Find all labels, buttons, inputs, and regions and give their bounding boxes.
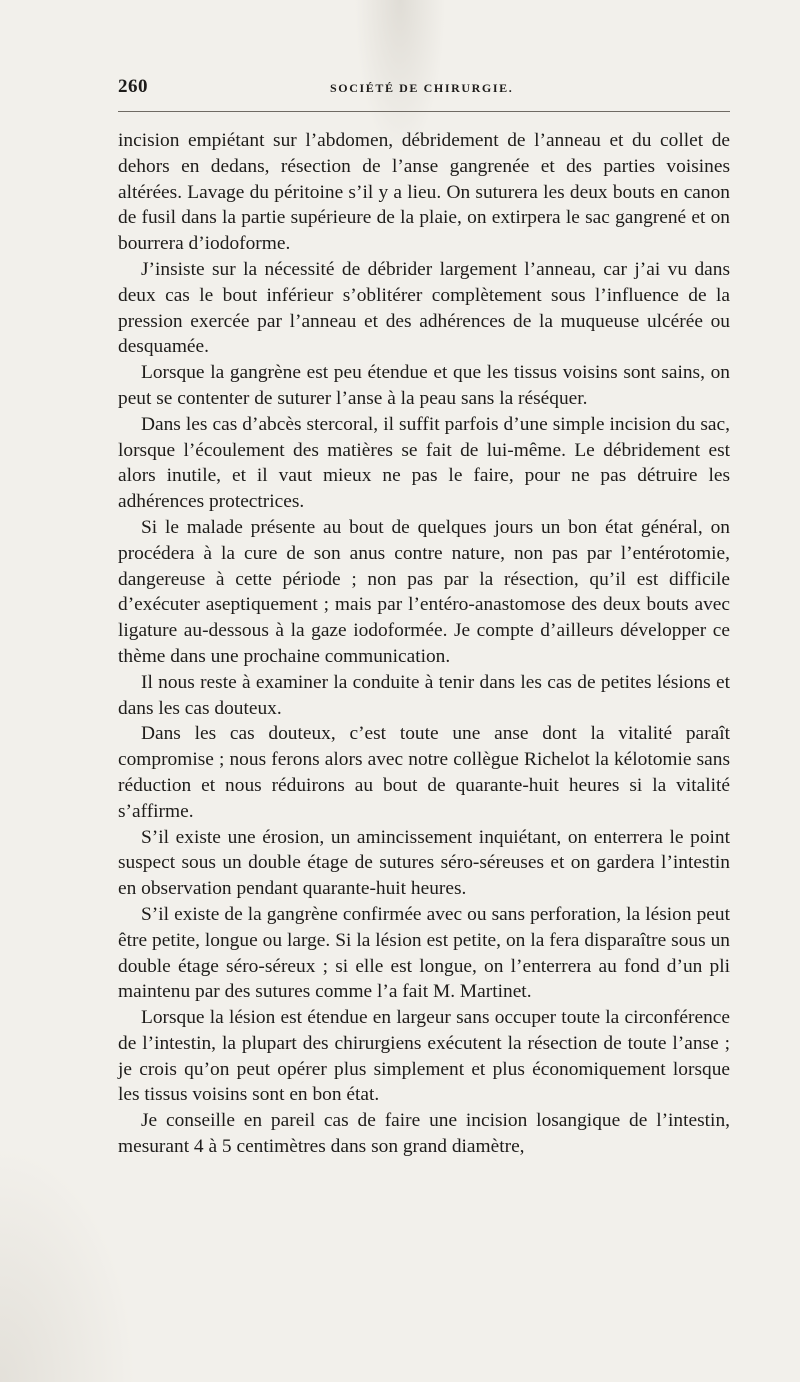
paragraph-3: Lorsque la gangrène est peu étendue et que les tissus voisins sont sains, on peut se contenter de suturer l’anse à la peau sans la réséquer. — [118, 362, 730, 409]
paragraph-9: S’il existe de la gangrène confirmée avec ou sans perforation, la lésion peut être petite, longue ou large. Si la lésion est petite, on la fera disparaître sous un double étage séro-séreux ; si elle est longue, on l’enterrera au fond d’un pli maintenu par des sutures comme l’a fait M. Martinet. — [118, 903, 730, 1003]
header-rule — [118, 111, 730, 112]
paragraph-11: Je conseille en pareil cas de faire une incision losangique de l’intestin, mesurant 4 à 5 centimètres dans son grand diamètre, — [118, 1110, 730, 1158]
page-number: 260 — [118, 76, 148, 97]
paragraph-8: S’il existe une érosion, un amincissement inquiétant, on enterrera le point suspect sous un double étage de sutures séro-séreuses et on gardera l’intestin en observation pendant quarante-huit heures. — [118, 826, 730, 900]
running-head: SOCIÉTÉ DE CHIRURGIE. — [330, 81, 514, 95]
page-header — [118, 76, 730, 100]
body-text — [118, 128, 730, 1160]
paragraph-7: Dans les cas douteux, c’est toute une anse dont la vitalité paraît compromise ; nous ferons alors avec notre collègue Richelot la kélotomie sans réduction et nous réduirons au bout de quarante-huit heures si la vitalité s’affirme. — [118, 723, 730, 822]
paragraph-1: incision empiétant sur l’abdomen, débridement de l’anneau et du collet de dehors en dedans, résection de l’anse gangrenée et des parties voisines altérées. Lavage du péritoine s’il y a lieu. On suturera les deux bouts en canon de fusil dans la partie supérieure de la plaie, on extirpera le sac gangrené et on bourrera d’iodoforme. — [118, 130, 730, 255]
paragraph-6: Il nous reste à examiner la conduite à tenir dans les cas de petites lésions et dans les cas douteux. — [118, 671, 730, 719]
paragraph-2: J’insiste sur la nécessité de débrider largement l’anneau, car j’ai vu dans deux cas le bout inférieur s’oblitérer complètement sous l’influence de la pression exercée par l’anneau et des adhérences de la muqueuse ulcérée ou desquamée. — [118, 258, 730, 358]
paragraph-4: Dans les cas d’abcès stercoral, il suffit parfois d’une simple incision du sac, lorsque l’écoulement des matières se fait de lui-même. Le débridement est alors inutile, et il vaut mieux ne pas le faire, pour ne pas détruire les adhérences protectrices. — [118, 413, 730, 513]
paragraph-10: Lorsque la lésion est étendue en largeur sans occuper toute la circonférence de l’intestin, la plupart des chirurgiens exécutent la résection de toute l’anse ; je crois qu’on peut opérer plus simplement et plus économiquement lorsque les tissus voisins sont en bon état. — [118, 1007, 730, 1106]
paragraph-5: Si le malade présente au bout de quelques jours un bon état général, on procédera à la cure de son anus contre nature, non pas par l’entérotomie, dangereuse à cette période ; non pas par la résection, qu’il est difficile d’exécuter aseptiquement ; mais par l’entéro-anastomose des deux bouts avec ligature au-dessous à la gaze iodoformée. Je compte d’ailleurs développer ce thème dans une prochaine communication. — [118, 516, 730, 667]
